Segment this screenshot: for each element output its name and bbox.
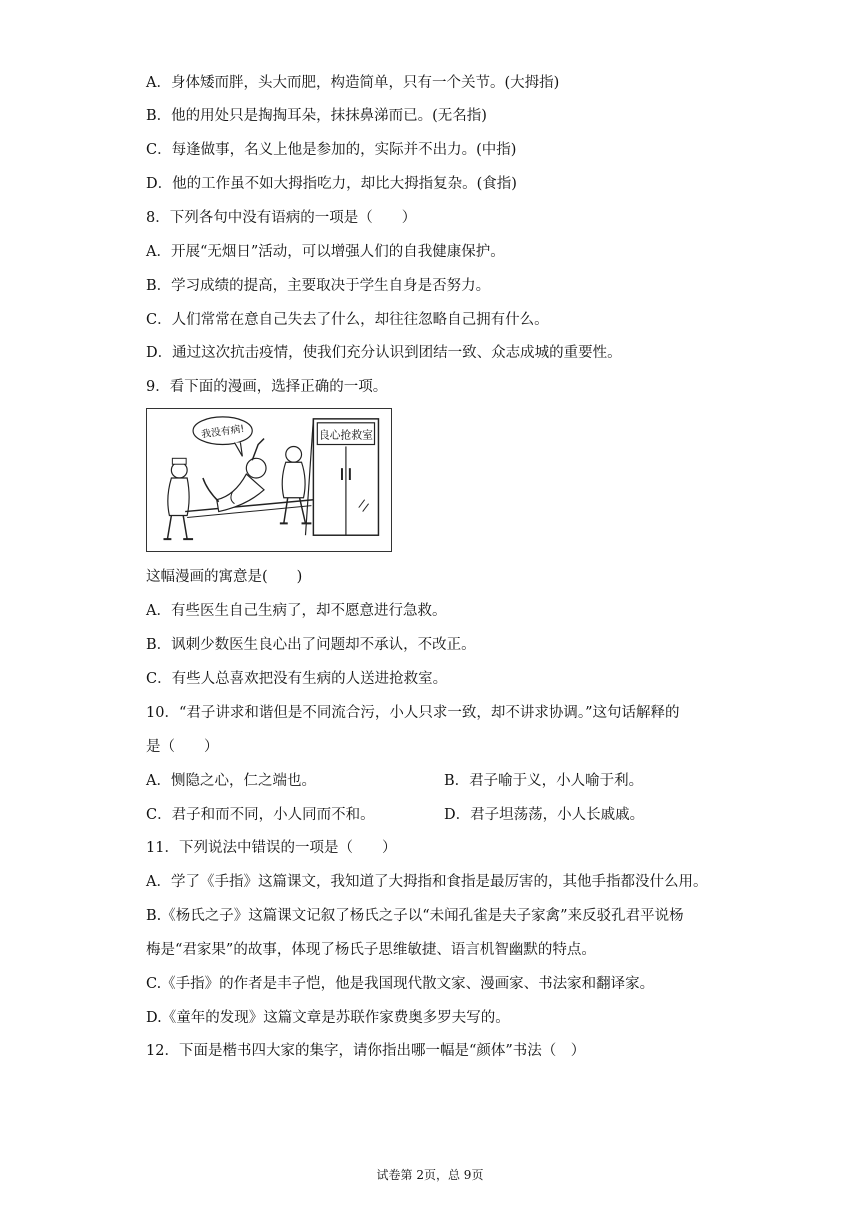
q9-option-a: A．有些医生自己生病了，却不愿意进行急救。	[146, 603, 447, 619]
q10-option-a: A．恻隐之心，仁之端也。	[146, 773, 316, 789]
q9-stem: 9．看下面的漫画，选择正确的一项。	[146, 379, 388, 395]
q11-option-d: D.《童年的发现》这篇文章是苏联作家费奥多罗夫写的。	[146, 1010, 510, 1026]
q7-option-d: D．他的工作虽不如大拇指吃力，却比大拇指复杂。(食指)	[146, 176, 517, 192]
q10-stem-line1: 10．“君子讲求和谐但是不同流合污，小人只求一致，却不讲求协调。”这句话解释的	[146, 705, 680, 721]
q10-option-b: B．君子喻于义，小人喻于利。	[444, 773, 644, 789]
q9-option-c: C．有些人总喜欢把没有生病的人送进抢救室。	[146, 671, 448, 687]
q11-option-a: A．学了《手指》这篇课文，我知道了大拇指和食指是最厉害的，其他手指都没什么用。	[146, 874, 708, 890]
q8-option-c: C．人们常常在意自己失去了什么，却往往忽略自己拥有什么。	[146, 312, 549, 328]
q11-option-b-cont: 梅是“君家果”的故事，体现了杨氏子思维敏捷、语言机智幽默的特点。	[146, 942, 596, 958]
q11-stem: 11．下列说法中错误的一项是（ ）	[146, 840, 397, 856]
q8-option-b: B．学习成绩的提高，主要取决于学生自身是否努力。	[146, 278, 491, 294]
q9-sub-stem: 这幅漫画的寓意是( )	[146, 569, 303, 585]
q7-option-a: A．身体矮而胖，头大而肥，构造简单，只有一个关节。(大拇指)	[146, 75, 560, 91]
page-footer: 试卷第 2页，总 9页	[376, 1168, 484, 1182]
cartoon-sign: 良心抢救室	[318, 428, 373, 442]
cartoon-image	[146, 408, 392, 552]
q9-option-b: B．讽刺少数医生良心出了问题却不承认，不改正。	[146, 637, 476, 653]
q8-stem: 8．下列各句中没有语病的一项是（ ）	[146, 210, 417, 226]
q10-option-d: D．君子坦荡荡，小人长戚戚。	[444, 807, 645, 823]
q10-option-c: C．君子和而不同，小人同而不和。	[146, 807, 375, 823]
q7-option-c: C．每逢做事，名义上他是参加的，实际并不出力。(中指)	[146, 142, 517, 158]
cartoon-bubble: 我没有病!	[200, 423, 246, 441]
q8-option-d: D．通过这次抗击疫情，使我们充分认识到团结一致、众志成城的重要性。	[146, 345, 622, 361]
q8-option-a: A．开展“无烟日”活动，可以增强人们的自我健康保护。	[146, 244, 505, 260]
q7-option-b: B．他的用处只是掏掏耳朵，抹抹鼻涕而已。(无名指)	[146, 108, 487, 124]
q10-stem-line2: 是（ ）	[146, 739, 219, 755]
q11-option-c: C.《手指》的作者是丰子恺，他是我国现代散文家、漫画家、书法家和翻译家。	[146, 976, 655, 992]
q12-stem: 12．下面是楷书四大家的集字，请你指出哪一幅是“颜体”书法（ ）	[146, 1043, 586, 1059]
q11-option-b: B.《杨氏之子》这篇课文记叙了杨氏之子以“未闻孔雀是夫子家禽”来反驳孔君平说杨	[146, 908, 684, 924]
